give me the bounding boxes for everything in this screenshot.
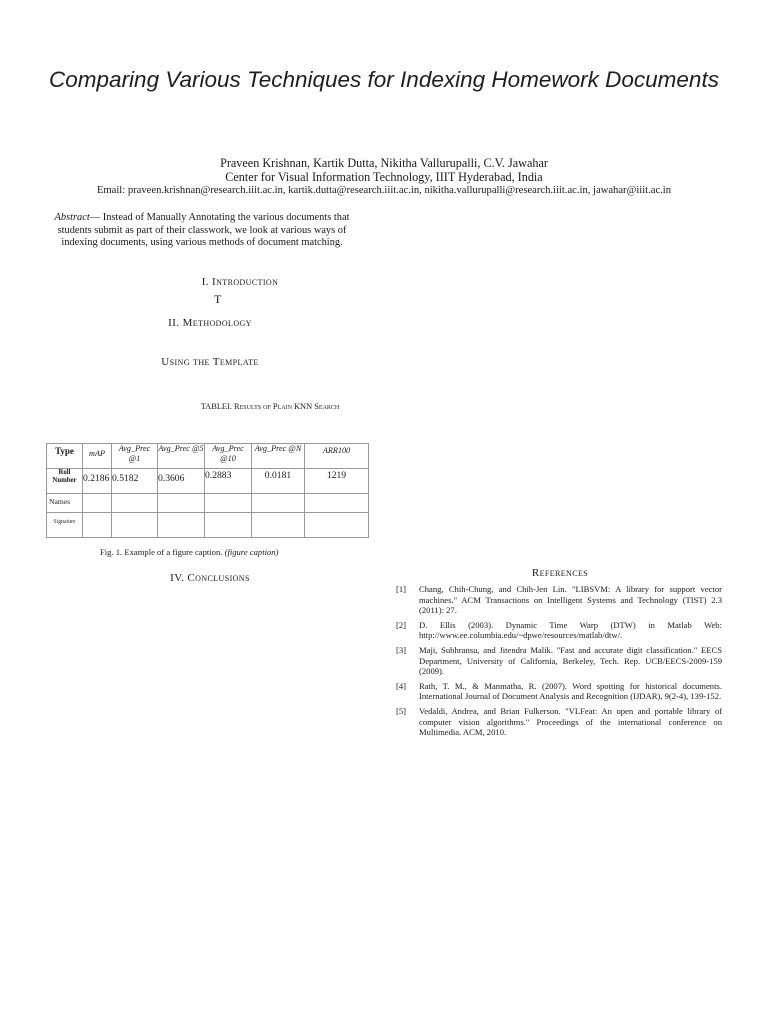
figure-caption-text: Fig. 1. Example of a figure caption. <box>100 547 225 557</box>
reference-text: Maji, Subhransu, and Jitendra Malik. "Fast and accurate digit classification." EECS Department, University of California, Berkeley, Tech. Rep. UCB/EECS-2009-159 (2009). <box>419 644 722 677</box>
table-caption-title: Results of Plain KNN Search <box>234 402 340 411</box>
table-header-cell: ARR100 <box>305 444 369 469</box>
table-header-row <box>47 444 369 469</box>
table-caption-prefix: TABLEI. <box>200 402 232 411</box>
table-row <box>47 469 369 494</box>
affiliation: Center for Visual Information Technology, IIIT Hyderabad, India <box>225 170 543 184</box>
section-heading-references: References <box>531 567 589 579</box>
table-cell <box>205 494 252 513</box>
abstract-text: — Instead of Manually Annotating the various documents that students submit as part of their classwork, we look at various ways of indexing documents, using various methods of document matching. <box>57 212 350 249</box>
table-cell: 0.2186 <box>83 469 112 494</box>
reference-text: Chang, Chih-Chung, and Chih-Jen Lin. "LIBSVM: A library for support vector machines." ACM Transactions on Intelligent Systems and Technology (TIST) 2.3 (2011): 27. <box>419 584 722 616</box>
author-list: Praveen Krishnan, Kartik Dutta, Nikitha Vallurupalli, C.V. Jawahar <box>220 156 548 170</box>
abstract <box>40 212 364 250</box>
table-caption <box>150 402 390 411</box>
table-cell <box>205 513 252 538</box>
table-cell: 0.3606 <box>158 469 205 494</box>
table-header-cell: mAP <box>83 444 112 469</box>
reference-item <box>396 620 722 641</box>
figure-caption <box>100 547 278 557</box>
section-heading-template: Using the Template <box>161 356 259 368</box>
table-cell <box>112 513 158 538</box>
table-cell <box>83 513 112 538</box>
table-cell <box>83 494 112 513</box>
abstract-label: Abstract <box>54 212 90 223</box>
table-cell <box>112 494 158 513</box>
section-dropcap: T <box>214 292 222 306</box>
section-heading-conclusions: IV. Conclusions <box>170 572 250 584</box>
reference-text: Vedaldi, Andrea, and Brian Fulkerson. "VLFeat: An open and portable library of computer vision algorithms." Proceedings of the international conference on Multimedia. ACM, 2010. <box>419 705 722 738</box>
table-cell <box>252 494 305 513</box>
reference-text: Rath, T. M., & Manmatha, R. (2007). Word spotting for historical documents. International Journal of Document Analysis and Recognition (IJDAR), 9(2-4), 139-152. <box>419 680 722 702</box>
table-cell: 0.5182 <box>112 469 158 494</box>
table-cell <box>305 494 369 513</box>
section-heading-introduction: I. Introduction <box>201 276 279 288</box>
paper-title: Comparing Various Techniques for Indexing Homework Documents <box>49 67 719 92</box>
reference-item <box>396 584 722 616</box>
table-cell <box>158 513 205 538</box>
table-row-label: Signature <box>47 513 83 538</box>
section-heading-methodology: II. Methodology <box>168 317 252 329</box>
results-table <box>46 443 369 538</box>
reference-number: [2] <box>396 619 407 630</box>
table-cell: 0.2883 <box>205 469 252 494</box>
reference-text: D. Ellis (2003). Dynamic Time Warp (DTW) in Matlab Web: http://www.ee.columbia.edu/~dpwe/resources/matlab/dtw/. <box>419 619 722 641</box>
reference-item <box>396 681 722 702</box>
figure-caption-italic: (figure caption) <box>224 547 279 557</box>
table-header-cell: Avg_Prec @10 <box>205 444 252 469</box>
table-cell: 1219 <box>305 469 369 494</box>
table-row <box>47 494 369 513</box>
table-header-cell: Avg_Prec @1 <box>112 444 158 469</box>
table-row-label: Roll Number <box>47 469 83 494</box>
reference-number: [5] <box>396 705 407 716</box>
table-header-cell: Avg_Prec @N <box>252 444 305 469</box>
table-header-cell: Avg_Prec @5 <box>158 444 205 469</box>
table-row <box>47 513 369 538</box>
table-cell <box>158 494 205 513</box>
reference-item <box>396 645 722 677</box>
reference-list <box>396 584 722 742</box>
table-cell: 0.0181 <box>252 469 305 494</box>
table-cell <box>305 513 369 538</box>
table-cell <box>252 513 305 538</box>
reference-number: [4] <box>396 680 407 691</box>
table-row-label: Names <box>47 494 83 513</box>
reference-number: [3] <box>396 644 407 655</box>
author-emails: Email: praveen.krishnan@research.iiit.ac.in, kartik.dutta@research.iiit.ac.in, nikitha.vallurupalli@research.iiit.ac.in, jawahar@iiit.ac.in <box>96 185 672 196</box>
reference-number: [1] <box>396 584 407 594</box>
table-header-cell: Type <box>47 444 83 469</box>
reference-item <box>396 706 722 738</box>
